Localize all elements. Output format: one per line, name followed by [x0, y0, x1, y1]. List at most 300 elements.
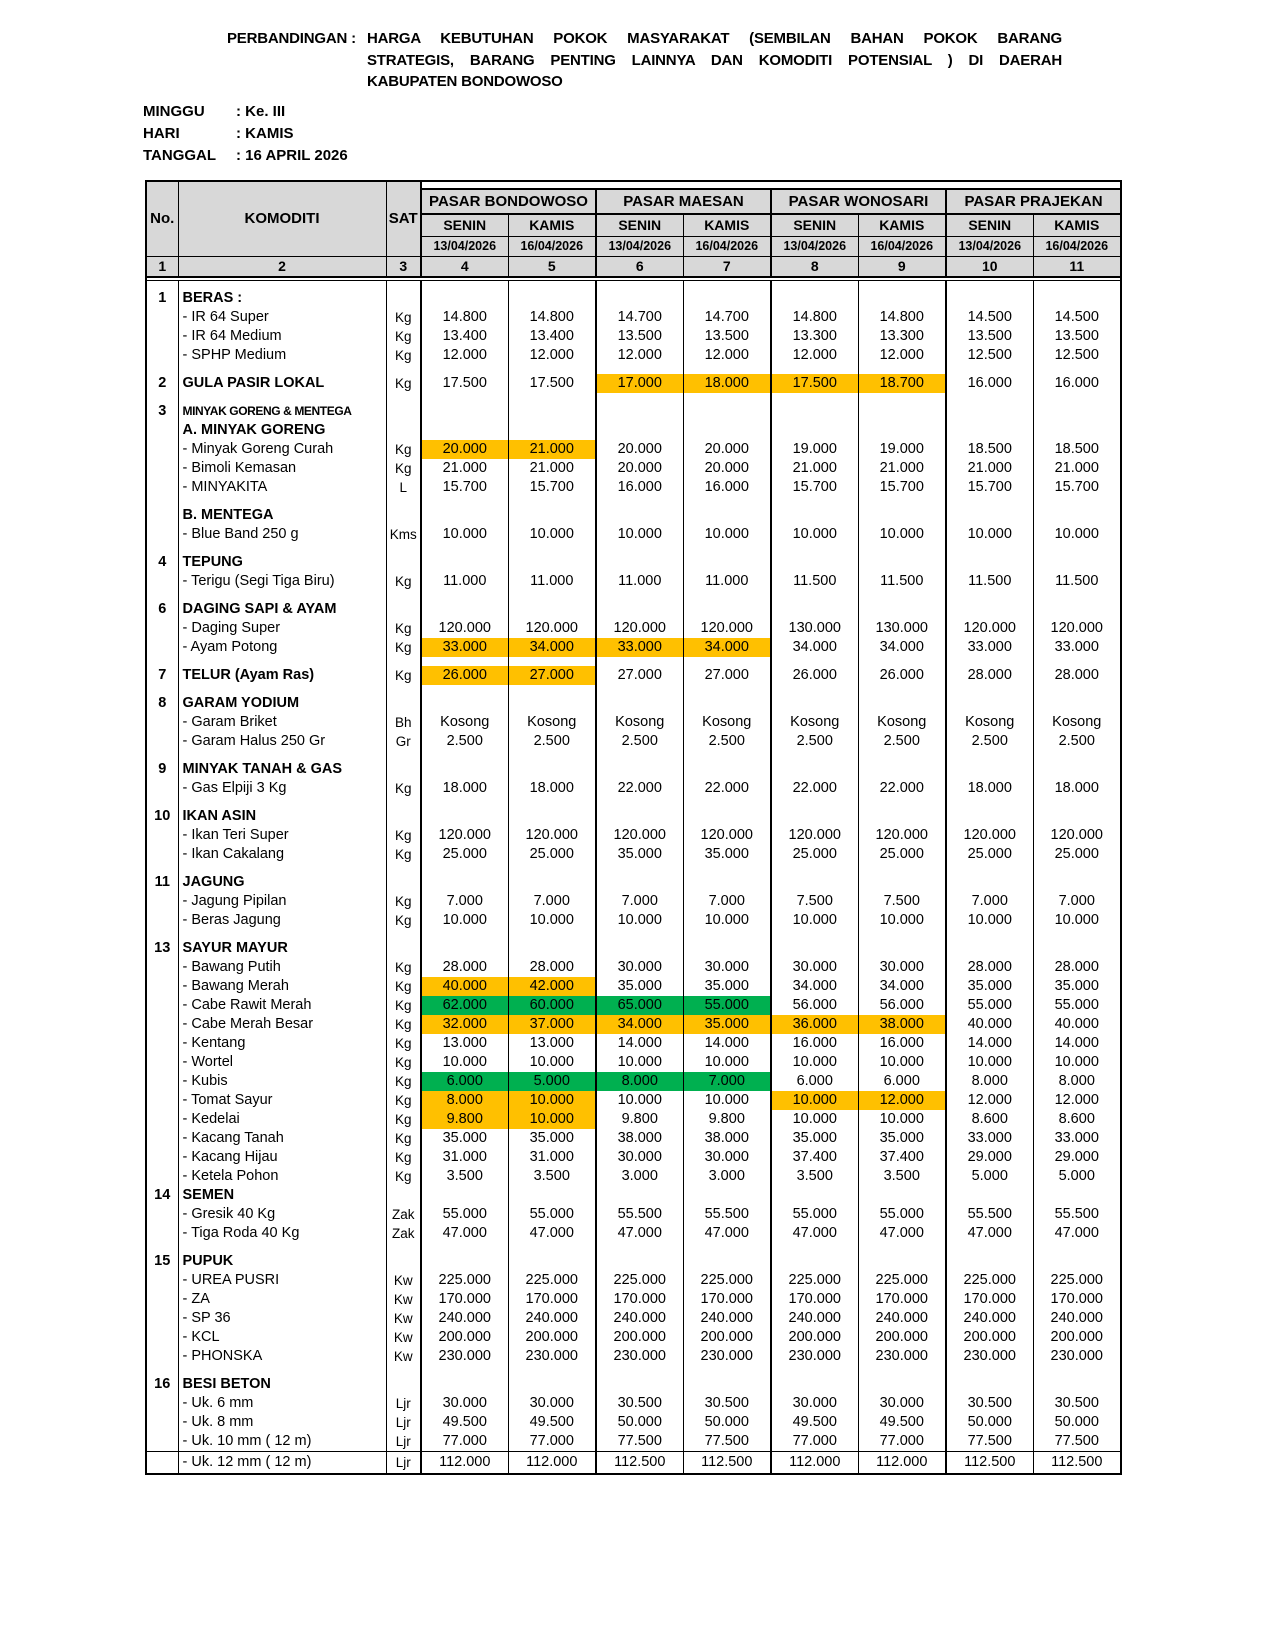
price-cell [596, 393, 683, 402]
price-cell [858, 798, 946, 807]
price-cell: 31.000 [508, 1148, 596, 1167]
price-cell [421, 1186, 508, 1205]
row-number-cell [146, 638, 178, 657]
price-cell [508, 591, 596, 600]
price-cell: 6.000 [858, 1072, 946, 1091]
price-cell: 14.700 [683, 308, 771, 327]
price-cell [421, 553, 508, 572]
unit-cell: Kg [386, 1015, 421, 1034]
commodity-name-cell: - Terigu (Segi Tiga Biru) [178, 572, 386, 591]
unit-cell: Kg [386, 1034, 421, 1053]
price-cell: 170.000 [858, 1290, 946, 1309]
price-cell [858, 289, 946, 308]
price-cell: 55.000 [771, 1205, 858, 1224]
price-cell: 35.000 [683, 1015, 771, 1034]
price-cell: 14.500 [1033, 308, 1121, 327]
commodity-row [146, 638, 1121, 657]
price-cell [946, 497, 1033, 506]
unit-cell [386, 600, 421, 619]
commodity-name-cell: MINYAK TANAH & GAS [178, 760, 386, 779]
meta-row-tanggal [143, 145, 348, 167]
price-cell: 35.000 [946, 977, 1033, 996]
price-cell: 30.500 [596, 1394, 683, 1413]
price-cell [508, 289, 596, 308]
price-cell: 62.000 [421, 996, 508, 1015]
row-number-cell: 6 [146, 600, 178, 619]
price-cell: 56.000 [858, 996, 946, 1015]
column-number-header: 2 [178, 256, 386, 277]
unit-cell [386, 506, 421, 525]
price-cell [771, 939, 858, 958]
day-header: SENIN [771, 214, 858, 236]
market-header-bondowoso: PASAR BONDOWOSO [421, 189, 596, 214]
meta-value: : KAMIS [236, 125, 294, 142]
row-number-cell [146, 1271, 178, 1290]
commodity-name-cell: - Blue Band 250 g [178, 525, 386, 544]
price-cell [508, 553, 596, 572]
day-header: KAMIS [683, 214, 771, 236]
commodity-row [146, 826, 1121, 845]
commodity-name-cell: BERAS : [178, 289, 386, 308]
price-cell: 32.000 [421, 1015, 508, 1034]
commodity-name-cell: - Bawang Merah [178, 977, 386, 996]
price-cell: 112.000 [421, 1451, 508, 1474]
price-cell [508, 1243, 596, 1252]
price-cell: 2.500 [946, 732, 1033, 751]
price-cell [858, 497, 946, 506]
row-number-cell [146, 826, 178, 845]
price-cell: 130.000 [858, 619, 946, 638]
price-cell: 56.000 [771, 996, 858, 1015]
row-number-cell [146, 930, 178, 939]
price-cell: 11.500 [858, 572, 946, 591]
price-cell: 17.500 [771, 374, 858, 393]
unit-cell: Kg [386, 845, 421, 864]
price-cell: 35.000 [596, 845, 683, 864]
row-number-cell [146, 996, 178, 1015]
price-cell [946, 365, 1033, 374]
blank-row [146, 280, 1121, 289]
price-cell: Kosong [858, 713, 946, 732]
price-cell [1033, 864, 1121, 873]
column-number-header: 11 [1033, 256, 1121, 277]
price-cell: 21.000 [771, 459, 858, 478]
price-cell [1033, 1366, 1121, 1375]
price-cell [858, 393, 946, 402]
unit-cell: Kg [386, 892, 421, 911]
price-cell [508, 1366, 596, 1375]
unit-cell [386, 365, 421, 374]
price-cell [683, 365, 771, 374]
price-cell: 30.000 [683, 958, 771, 977]
commodity-row [146, 1148, 1121, 1167]
price-cell: 42.000 [508, 977, 596, 996]
price-cell [858, 1243, 946, 1252]
row-number-cell: 13 [146, 939, 178, 958]
price-cell: 10.000 [508, 1091, 596, 1110]
unit-cell [386, 685, 421, 694]
price-cell: Kosong [508, 713, 596, 732]
commodity-row [146, 572, 1121, 591]
price-cell: 200.000 [421, 1328, 508, 1347]
price-cell: 7.000 [421, 892, 508, 911]
row-number-cell [146, 1053, 178, 1072]
price-cell [508, 421, 596, 440]
price-cell: 11.500 [771, 572, 858, 591]
price-cell: 225.000 [1033, 1271, 1121, 1290]
row-number-cell [146, 713, 178, 732]
price-cell [421, 544, 508, 553]
price-cell: 10.000 [508, 525, 596, 544]
blank-row [146, 544, 1121, 553]
price-cell [771, 393, 858, 402]
price-cell [596, 657, 683, 666]
row-number-cell [146, 478, 178, 497]
price-cell [683, 807, 771, 826]
price-cell [596, 930, 683, 939]
commodity-name-cell: - Garam Briket [178, 713, 386, 732]
price-cell [858, 1186, 946, 1205]
price-cell: 35.000 [508, 1129, 596, 1148]
price-cell: 10.000 [858, 1053, 946, 1072]
price-cell: 15.700 [946, 478, 1033, 497]
price-cell [771, 421, 858, 440]
unit-cell: Kw [386, 1290, 421, 1309]
commodity-name-cell: - Gresik 40 Kg [178, 1205, 386, 1224]
price-cell: 230.000 [596, 1347, 683, 1366]
price-cell: 33.000 [946, 1129, 1033, 1148]
commodity-row [146, 845, 1121, 864]
unit-cell: Kg [386, 1053, 421, 1072]
price-cell [946, 807, 1033, 826]
section-row [146, 506, 1121, 525]
commodity-name-cell: - Garam Halus 250 Gr [178, 732, 386, 751]
price-cell: 16.000 [771, 1034, 858, 1053]
price-cell: 37.400 [858, 1148, 946, 1167]
commodity-name-cell: - Jagung Pipilan [178, 892, 386, 911]
row-number-cell [146, 732, 178, 751]
row-number-cell [146, 1413, 178, 1432]
unit-cell: Kg [386, 327, 421, 346]
price-cell: 10.000 [683, 1053, 771, 1072]
unit-cell: Kg [386, 666, 421, 685]
unit-cell: Ljr [386, 1394, 421, 1413]
unit-cell [386, 751, 421, 760]
price-cell [946, 657, 1033, 666]
price-cell [946, 1366, 1033, 1375]
price-cell: 77.500 [946, 1432, 1033, 1451]
price-cell: 240.000 [683, 1309, 771, 1328]
row-number-cell [146, 1091, 178, 1110]
commodity-name-cell: SAYUR MAYUR [178, 939, 386, 958]
price-cell: 30.500 [1033, 1394, 1121, 1413]
price-cell [596, 873, 683, 892]
price-cell: Kosong [596, 713, 683, 732]
unit-cell [386, 1252, 421, 1271]
price-cell: 15.700 [1033, 478, 1121, 497]
commodity-name-cell: - ZA [178, 1290, 386, 1309]
price-cell: 11.000 [508, 572, 596, 591]
price-cell [858, 657, 946, 666]
price-cell: 36.000 [771, 1015, 858, 1034]
price-cell [1033, 694, 1121, 713]
price-cell [421, 685, 508, 694]
commodity-name-cell: - MINYAKITA [178, 478, 386, 497]
price-cell: 15.700 [771, 478, 858, 497]
price-cell: 8.600 [946, 1110, 1033, 1129]
price-cell: 47.000 [683, 1224, 771, 1243]
price-cell: 240.000 [1033, 1309, 1121, 1328]
price-cell [596, 807, 683, 826]
price-cell: 120.000 [508, 826, 596, 845]
blank-row [146, 751, 1121, 760]
commodity-row [146, 478, 1121, 497]
price-cell [1033, 1252, 1121, 1271]
price-cell: 112.500 [683, 1451, 771, 1474]
price-cell [596, 497, 683, 506]
price-cell [1033, 1243, 1121, 1252]
section-row [146, 600, 1121, 619]
price-cell [1033, 553, 1121, 572]
price-cell: 112.000 [771, 1451, 858, 1474]
price-cell: Kosong [1033, 713, 1121, 732]
price-cell: 13.500 [683, 327, 771, 346]
price-cell: 10.000 [771, 1091, 858, 1110]
price-cell: 13.000 [508, 1034, 596, 1053]
price-cell [683, 760, 771, 779]
price-cell: 5.000 [946, 1167, 1033, 1186]
price-cell [771, 600, 858, 619]
price-cell: 21.000 [946, 459, 1033, 478]
commodity-row [146, 1347, 1121, 1366]
row-number-cell [146, 497, 178, 506]
title-line-3: KABUPATEN BONDOWOSO [367, 73, 563, 90]
price-cell: 10.000 [946, 911, 1033, 930]
price-cell: 13.300 [858, 327, 946, 346]
unit-cell: Ljr [386, 1451, 421, 1474]
unit-cell [386, 591, 421, 600]
price-cell: 225.000 [683, 1271, 771, 1290]
column-number-header: 3 [386, 256, 421, 277]
price-cell [683, 600, 771, 619]
commodity-row [146, 1053, 1121, 1072]
date-header: 13/04/2026 [421, 236, 508, 256]
price-cell [771, 402, 858, 421]
commodity-row [146, 346, 1121, 365]
price-cell: 3.000 [596, 1167, 683, 1186]
price-cell [596, 694, 683, 713]
price-cell: 200.000 [508, 1328, 596, 1347]
meta-value: : 16 APRIL 2026 [236, 147, 348, 164]
price-cell: 230.000 [946, 1347, 1033, 1366]
price-cell: 5.000 [508, 1072, 596, 1091]
price-cell: 30.000 [858, 1394, 946, 1413]
price-cell: 170.000 [683, 1290, 771, 1309]
price-cell [596, 864, 683, 873]
price-cell [508, 760, 596, 779]
price-cell: 120.000 [1033, 826, 1121, 845]
unit-cell: Kg [386, 459, 421, 478]
row-number-cell: 7 [146, 666, 178, 685]
row-number-cell [146, 864, 178, 873]
unit-cell: Kg [386, 1148, 421, 1167]
unit-cell [386, 807, 421, 826]
price-cell [596, 939, 683, 958]
price-cell: Kosong [683, 713, 771, 732]
price-cell: 240.000 [771, 1309, 858, 1328]
price-cell: 27.000 [508, 666, 596, 685]
unit-cell [386, 553, 421, 572]
price-cell: 18.000 [421, 779, 508, 798]
price-cell: 22.000 [858, 779, 946, 798]
price-cell [683, 393, 771, 402]
commodity-row [146, 1432, 1121, 1451]
commodity-row [146, 1129, 1121, 1148]
price-cell [771, 544, 858, 553]
price-cell [771, 873, 858, 892]
price-cell [771, 1252, 858, 1271]
price-cell [683, 280, 771, 289]
price-cell [1033, 506, 1121, 525]
meta-value: : Ke. III [236, 103, 286, 120]
price-cell: 120.000 [421, 826, 508, 845]
price-cell: 18.000 [1033, 779, 1121, 798]
price-cell [421, 873, 508, 892]
price-cell [858, 600, 946, 619]
price-cell: 38.000 [858, 1015, 946, 1034]
price-cell: 10.000 [1033, 911, 1121, 930]
price-cell: 13.400 [421, 327, 508, 346]
price-cell: 37.400 [771, 1148, 858, 1167]
price-cell: 55.000 [421, 1205, 508, 1224]
price-cell [946, 421, 1033, 440]
commodity-name-cell: - PHONSKA [178, 1347, 386, 1366]
price-cell: 10.000 [596, 525, 683, 544]
price-cell [508, 506, 596, 525]
price-cell [946, 553, 1033, 572]
price-cell [1033, 760, 1121, 779]
price-cell: 10.000 [421, 525, 508, 544]
price-cell [683, 402, 771, 421]
commodity-row [146, 1290, 1121, 1309]
row-number-cell: 1 [146, 289, 178, 308]
price-cell: 10.000 [771, 525, 858, 544]
price-cell: 170.000 [1033, 1290, 1121, 1309]
row-number-cell [146, 685, 178, 694]
price-cell [946, 402, 1033, 421]
price-cell [683, 1252, 771, 1271]
price-cell: 21.000 [858, 459, 946, 478]
blank-row [146, 930, 1121, 939]
price-cell [1033, 421, 1121, 440]
date-header: 13/04/2026 [771, 236, 858, 256]
price-cell [683, 421, 771, 440]
price-cell [596, 600, 683, 619]
price-cell: 47.000 [771, 1224, 858, 1243]
price-cell [596, 760, 683, 779]
price-cell [946, 1186, 1033, 1205]
price-cell: 40.000 [421, 977, 508, 996]
meta-label: TANGGAL [143, 147, 217, 164]
price-cell [596, 798, 683, 807]
unit-cell: Kw [386, 1309, 421, 1328]
price-cell: 35.000 [771, 1129, 858, 1148]
price-cell: 25.000 [508, 845, 596, 864]
price-cell [508, 694, 596, 713]
price-cell: 12.500 [946, 346, 1033, 365]
price-cell: 77.500 [596, 1432, 683, 1451]
price-cell: 55.000 [858, 1205, 946, 1224]
commodity-name-cell: GARAM YODIUM [178, 694, 386, 713]
price-cell [421, 506, 508, 525]
price-cell [946, 798, 1033, 807]
row-number-cell [146, 1366, 178, 1375]
price-cell: 77.500 [683, 1432, 771, 1451]
unit-cell: Kg [386, 996, 421, 1015]
price-cell: 230.000 [421, 1347, 508, 1366]
price-cell [858, 1375, 946, 1394]
price-cell: 49.500 [771, 1413, 858, 1432]
price-cell [1033, 1375, 1121, 1394]
price-cell [1033, 393, 1121, 402]
price-cell: 33.000 [1033, 638, 1121, 657]
commodity-row [146, 1328, 1121, 1347]
price-cell [508, 685, 596, 694]
price-cell: 5.000 [1033, 1167, 1121, 1186]
commodity-name-cell: - IR 64 Super [178, 308, 386, 327]
price-cell [508, 751, 596, 760]
price-cell [421, 751, 508, 760]
commodity-name-cell: JAGUNG [178, 873, 386, 892]
price-cell: 50.000 [683, 1413, 771, 1432]
unit-cell: Kms [386, 525, 421, 544]
section-row [146, 666, 1121, 685]
header-komoditi: KOMODITI [178, 181, 386, 256]
price-cell [683, 685, 771, 694]
price-cell: 120.000 [946, 619, 1033, 638]
price-cell: 12.000 [1033, 1091, 1121, 1110]
price-cell: 28.000 [946, 666, 1033, 685]
price-cell: 55.000 [1033, 996, 1121, 1015]
price-cell [508, 930, 596, 939]
price-cell: 11.500 [946, 572, 1033, 591]
price-cell [683, 1186, 771, 1205]
price-cell [421, 365, 508, 374]
price-cell: 120.000 [596, 826, 683, 845]
price-cell [421, 930, 508, 939]
price-cell [421, 497, 508, 506]
unit-cell: Kg [386, 619, 421, 638]
row-number-cell [146, 619, 178, 638]
row-number-cell [146, 657, 178, 666]
unit-cell: Kg [386, 1091, 421, 1110]
day-header: SENIN [596, 214, 683, 236]
price-cell [683, 694, 771, 713]
price-cell [858, 939, 946, 958]
price-cell [771, 289, 858, 308]
commodity-name-cell: - UREA PUSRI [178, 1271, 386, 1290]
price-cell [508, 873, 596, 892]
day-header: KAMIS [858, 214, 946, 236]
commodity-name-cell [178, 591, 386, 600]
price-cell: 14.000 [596, 1034, 683, 1053]
section-row [146, 289, 1121, 308]
unit-cell [386, 694, 421, 713]
price-cell: 3.500 [771, 1167, 858, 1186]
price-cell: 12.000 [421, 346, 508, 365]
price-cell: 34.000 [596, 1015, 683, 1034]
unit-cell [386, 544, 421, 553]
